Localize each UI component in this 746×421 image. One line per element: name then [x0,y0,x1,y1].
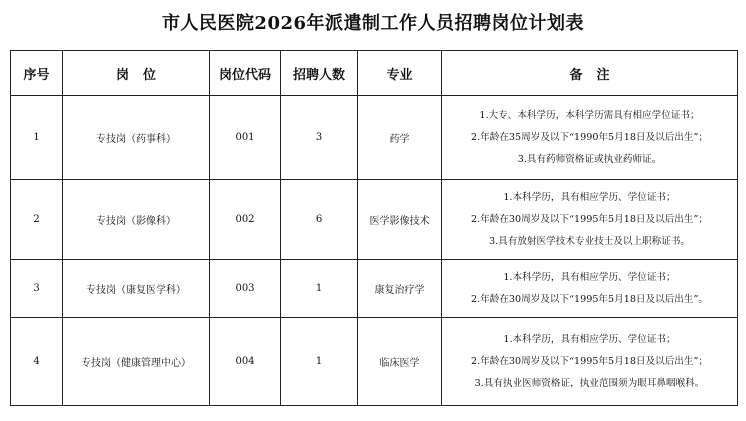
cell-serial: 3 [11,260,63,318]
cell-post: 专技岗（影像科） [63,180,210,260]
cell-hire-count: 1 [281,260,358,318]
cell-serial: 2 [11,180,63,260]
remark-line: 2.年龄在30周岁及以下“1995年5月18日及以后出生”； [471,213,708,225]
cell-post-code: 002 [210,180,281,260]
table-header-row [11,51,738,96]
cell-remarks [442,260,738,318]
cell-post-code: 001 [210,96,281,180]
table-row [11,180,738,260]
page-title: 市人民医院2026年派遣制工作人员招聘岗位计划表 [161,13,585,34]
remark-line: 3.具有放射医学技术专业技士及以上职称证书。 [488,235,691,247]
cell-post: 专技岗（健康管理中心） [63,318,210,406]
remark-line: 3.具有药师资格证或执业药师证。 [517,153,662,165]
remark-line: 1.本科学历，具有相应学历、学位证书； [503,271,676,283]
cell-major: 药学 [358,96,442,180]
cell-serial: 1 [11,96,63,180]
cell-major: 医学影像技术 [358,180,442,260]
cell-remarks [442,318,738,406]
header-remarks: 备注 [442,51,738,96]
cell-post: 专技岗（药事科） [63,96,210,180]
header-major: 专业 [358,51,442,96]
cell-serial: 4 [11,318,63,406]
header-post: 岗位 [63,51,210,96]
cell-major: 临床医学 [358,318,442,406]
table-row [11,260,738,318]
cell-hire-count: 3 [281,96,358,180]
header-post-code: 岗位代码 [210,51,281,96]
remark-line: 3.具有执业医师资格证，执业范围须为眼耳鼻咽喉科。 [474,377,705,389]
cell-hire-count: 6 [281,180,358,260]
remark-line: 2.年龄在30周岁及以下“1995年5月18日及以后出生”； [471,355,708,367]
table-row [11,318,738,406]
cell-post-code: 003 [210,260,281,318]
remark-line: 2.年龄在35周岁及以下“1990年5月18日及以后出生”； [471,131,708,143]
header-hire-count: 招聘人数 [281,51,358,96]
cell-post-code: 004 [210,318,281,406]
cell-remarks [442,180,738,260]
cell-remarks [442,96,738,180]
header-serial: 序号 [11,51,63,96]
recruitment-plan-table [10,50,738,406]
cell-post: 专技岗（康复医学科） [63,260,210,318]
remark-line: 1.本科学历，具有相应学历、学位证书； [503,333,676,345]
cell-hire-count: 1 [281,318,358,406]
table-row [11,96,738,180]
remark-line: 1.大专、本科学历，本科学历需具有相应学位证书； [479,109,700,121]
cell-major: 康复治疗学 [358,260,442,318]
remark-line: 1.本科学历，具有相应学历、学位证书； [503,191,676,203]
remark-line: 2.年龄在30周岁及以下“1995年5月18日及以后出生”。 [471,293,708,305]
